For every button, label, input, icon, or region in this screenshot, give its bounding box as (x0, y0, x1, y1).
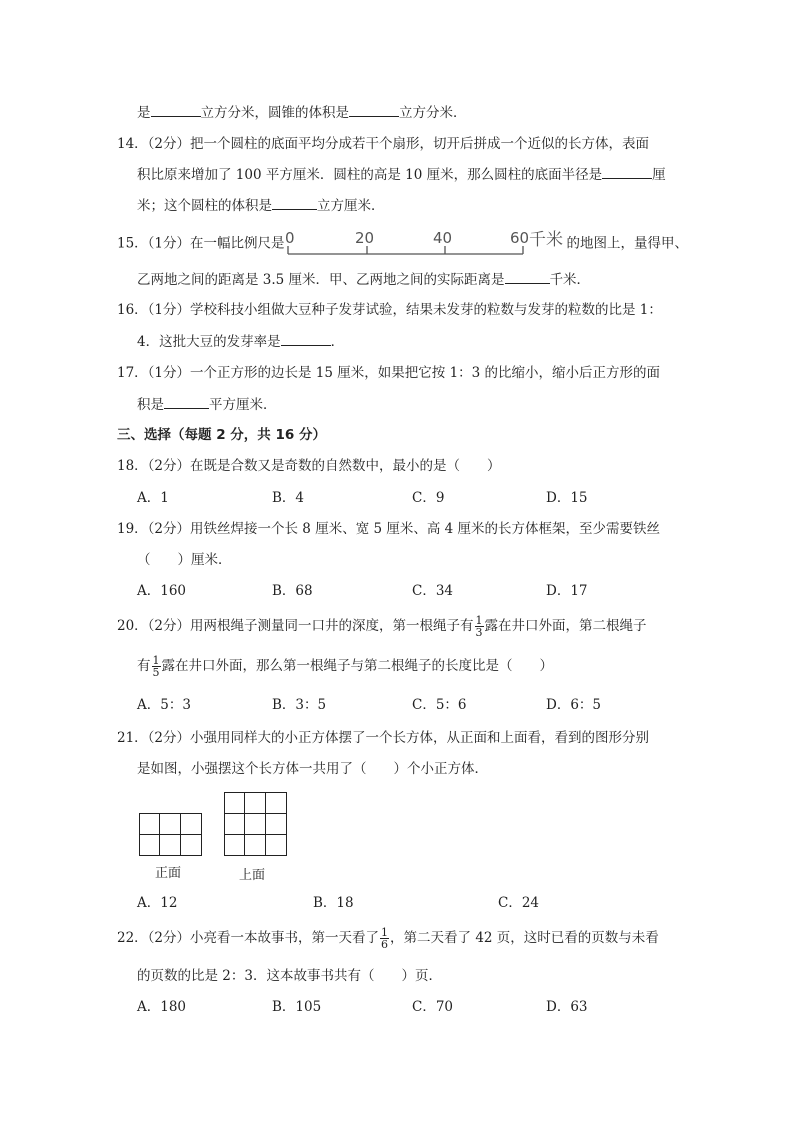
top-view-caption: 上面 (239, 868, 266, 883)
q20-text-2-pre: 有 (137, 658, 151, 674)
q21-option-b[interactable]: B．18 (313, 895, 354, 911)
q22-frac-den: 6 (381, 938, 389, 951)
q20-text-1-pre: 20．（2分）用两根绳子测量同一口井的深度，第一根绳子有 (117, 618, 474, 634)
top-cell (244, 813, 266, 835)
front-cell (180, 834, 202, 856)
q20-fraction-2 (152, 655, 161, 678)
q17-blank[interactable] (164, 394, 209, 409)
q21-option-a[interactable]: A．12 (137, 895, 178, 911)
q18-option-a[interactable]: A．1 (137, 490, 169, 506)
q18-stem: 18．（2分）在既是合数又是奇数的自然数中，最小的是（ ） (117, 458, 501, 474)
q22-option-c[interactable]: C．70 (412, 999, 454, 1015)
q13-text-mid: 立方分米，圆锥的体积是 (200, 105, 349, 121)
q17-text-2-post: 平方厘米． (209, 397, 277, 413)
q16-text-2-post: ． (330, 334, 345, 350)
top-cell (224, 813, 245, 835)
q19-option-b[interactable]: B．68 (272, 583, 313, 599)
q22-line-2: 的页数的比是 2：3．这本故事书共有（ ）页． (137, 968, 442, 984)
q15-text-2-post: 千米． (549, 272, 591, 288)
scale-unit: 千米 (528, 230, 563, 250)
top-cell (244, 834, 266, 856)
q22-frac-num: 1 (381, 926, 389, 939)
scale-bar (285, 230, 567, 258)
q16-line-2 (137, 331, 344, 352)
front-view-figure (139, 813, 202, 856)
q17-line-1: 17．（1分）一个正方形的边长是 15 厘米，如果把它按 1：3 的比缩小，缩小后正方形的面 (117, 365, 661, 381)
q20-option-a[interactable]: A．5：3 (137, 697, 191, 713)
q18-option-d[interactable]: D．15 (546, 490, 588, 506)
q22-option-a[interactable]: A．180 (137, 999, 187, 1015)
q15-line-2 (137, 269, 590, 290)
section-3-heading: 三、选择（每题 2 分，共 16 分） (117, 427, 326, 443)
q22-fraction (380, 927, 389, 950)
front-cell (159, 813, 181, 835)
q15-line-1 (117, 230, 688, 258)
scale-tick-40: 40 (432, 230, 452, 247)
q14-line-1: 14．（2分）把一个圆柱的底面平均分成若干个扇形，切开后拼成一个近似的长方体，表面 (117, 136, 650, 152)
q14-blank-1[interactable] (602, 164, 652, 179)
q20-option-b[interactable]: B．3：5 (272, 697, 327, 713)
q20-line-1 (117, 613, 647, 639)
q20-text-1-post: 露在井口外面，第二根绳子 (484, 618, 647, 634)
scale-tick-0: 0 (284, 230, 295, 247)
q21-line-1: 21．（2分）小强用同样大的小正方体摆了一个长方体，从正面和上面看，看到的图形分别 (117, 730, 650, 746)
q15-blank[interactable] (505, 269, 550, 284)
q14-text-3-pre: 米；这个圆柱的体积是 (137, 198, 272, 214)
q16-text-2-pre: 4．这批大豆的发芽率是 (137, 334, 281, 350)
q13-text-post: 立方分米． (399, 105, 467, 121)
q18-option-b[interactable]: B．4 (272, 490, 305, 506)
front-cell (180, 813, 202, 835)
q20-line-2 (137, 653, 553, 679)
q15-text-2-pre: 乙两地之间的距离是 3.5 厘米．甲、乙两地之间的实际距离是 (137, 272, 505, 288)
q21-line-2: 是如图，小强摆这个长方体一共用了（ ）个小正方体． (137, 761, 488, 777)
top-cell (244, 792, 266, 814)
q19-option-c[interactable]: C．34 (412, 583, 454, 599)
q20-frac2-den: 5 (152, 666, 160, 679)
q16-line-1: 16．（1分）学校科技小组做大豆种子发芽试验，结果未发芽的粒数与发芽的粒数的比是 1： (117, 302, 662, 318)
front-cell (139, 834, 160, 856)
q20-frac1-den: 3 (475, 626, 483, 639)
front-cell (159, 834, 181, 856)
q14-text-3-post: 立方厘米． (317, 198, 385, 214)
q19-line-2: （ ）厘米． (137, 552, 232, 568)
q13-blank-1[interactable] (151, 102, 201, 117)
q19-line-1: 19．（2分）用铁丝焊接一个长 8 厘米、宽 5 厘米、高 4 厘米的长方体框架，至少需要铁丝 (117, 521, 661, 537)
q22-option-b[interactable]: B．105 (272, 999, 322, 1015)
top-cell (265, 834, 287, 856)
q19-option-d[interactable]: D．17 (546, 583, 588, 599)
q20-fraction-1 (475, 615, 484, 638)
q14-text-2-post: 厘 (652, 167, 666, 183)
q20-option-c[interactable]: C．5：6 (412, 697, 467, 713)
q22-text-1-post: ，第二天看了 42 页，这时已看的页数与未看 (390, 930, 659, 946)
q20-frac1-num: 1 (475, 614, 483, 627)
q16-blank[interactable] (281, 331, 331, 346)
q13-tail (137, 102, 467, 123)
top-cell (224, 834, 245, 856)
top-cell (265, 813, 287, 835)
top-view-figure (224, 792, 287, 856)
q18-option-c[interactable]: C．9 (412, 490, 445, 506)
scale-tick-60: 60 (509, 230, 529, 247)
top-cell (224, 792, 245, 814)
q21-option-c[interactable]: C．24 (498, 895, 540, 911)
q14-line-3 (137, 195, 385, 216)
q22-line-1 (117, 925, 659, 951)
scale-tick-20: 20 (354, 230, 374, 247)
q13-blank-2[interactable] (349, 102, 399, 117)
front-view-caption: 正面 (155, 866, 182, 881)
top-cell (265, 792, 287, 814)
q22-text-1-pre: 22．（2分）小亮看一本故事书，第一天看了 (117, 930, 380, 946)
q14-line-2 (137, 164, 666, 185)
q13-text-pre: 是 (137, 105, 151, 121)
front-cell (139, 813, 160, 835)
q17-text-2-pre: 积是 (137, 397, 164, 413)
q15-text-pre: 15．（1分）在一幅比例尺是 (117, 235, 285, 252)
q17-line-2 (137, 394, 277, 415)
q20-option-d[interactable]: D．6：5 (546, 697, 602, 713)
q19-option-a[interactable]: A．160 (137, 583, 187, 599)
q14-text-2-pre: 积比原来增加了 100 平方厘米．圆柱的高是 10 厘米，那么圆柱的底面半径是 (137, 167, 603, 183)
q14-blank-2[interactable] (272, 195, 317, 210)
q15-text-post: 的地图上，量得甲、 (566, 235, 689, 252)
q22-option-d[interactable]: D．63 (546, 999, 588, 1015)
q20-text-2-post: 露在井口外面，那么第一根绳子与第二根绳子的长度比是（ ） (161, 658, 553, 674)
q20-frac2-num: 1 (152, 654, 160, 667)
